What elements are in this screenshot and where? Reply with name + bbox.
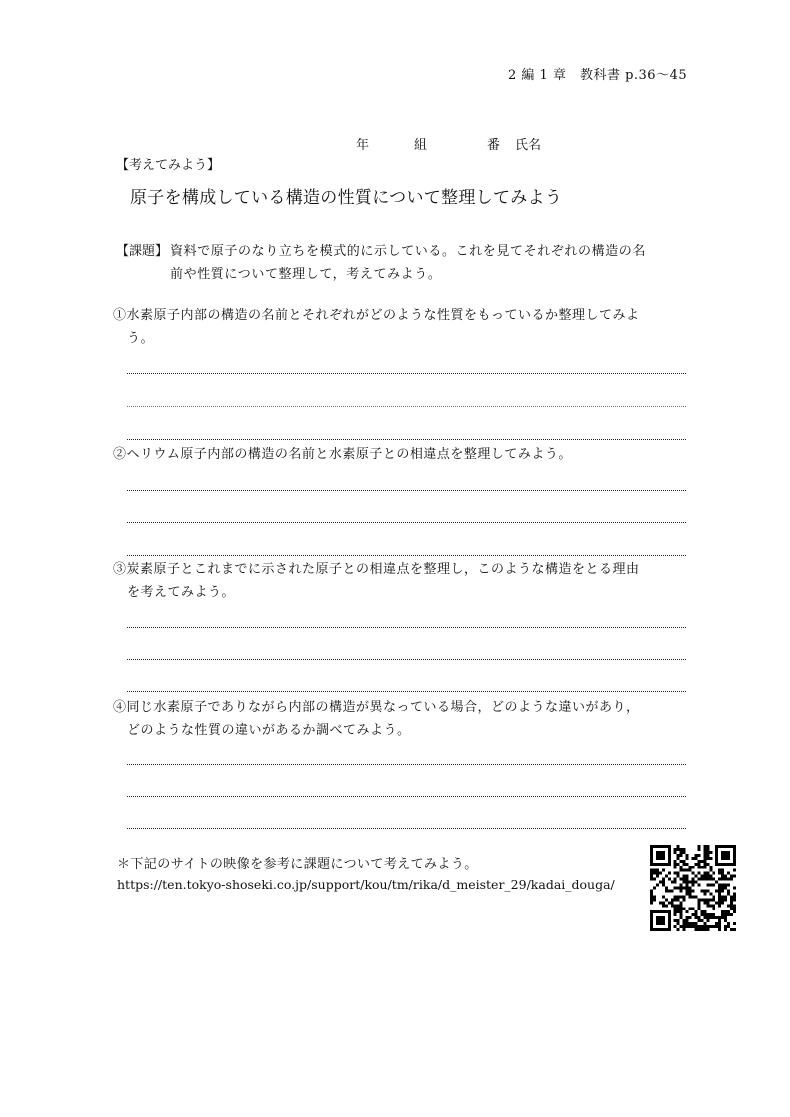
answer-line[interactable] — [127, 828, 686, 829]
section-label: 【考えてみよう】 — [116, 158, 221, 173]
answer-line[interactable] — [127, 490, 686, 491]
question-4-line2: どのような性質の違いがあるか調べてみよう。 — [127, 723, 411, 738]
video-url-link[interactable]: https://ten.tokyo-shoseki.co.jp/support/kou/tm/rika/d_meister_29/kadai_douga/ — [117, 877, 615, 892]
answer-line[interactable] — [127, 764, 686, 765]
class-label: 組 — [414, 138, 428, 153]
answer-line[interactable] — [127, 627, 686, 628]
answer-line[interactable] — [127, 406, 686, 407]
answer-line[interactable] — [127, 691, 686, 692]
answer-line[interactable] — [127, 373, 686, 374]
year-label: 年 — [356, 138, 370, 153]
page-title: 原子を構成している構造の性質について整理してみよう — [130, 188, 563, 208]
footer-note: ＊下記のサイトの映像を参考に課題について考えてみよう。 — [117, 857, 478, 872]
question-4-line1: ④同じ水素原子でありながら内部の構造が異なっている場合，どのような違いがあり， — [113, 700, 640, 715]
answer-line[interactable] — [127, 659, 686, 660]
question-3-line2: を考えてみよう。 — [127, 585, 236, 600]
qr-code-icon[interactable] — [650, 845, 736, 931]
question-3-line1: ③炭素原子とこれまでに示された原子との相違点を整理し，このような構造をとる理由 — [113, 562, 640, 577]
answer-line[interactable] — [127, 555, 686, 556]
answer-line[interactable] — [127, 796, 686, 797]
question-1-line2: う。 — [127, 331, 155, 346]
kadai-text-line1: 資料で原子のなり立ちを模式的に示している。これを見てそれぞれの構造の名 — [170, 244, 647, 259]
question-1-line1: ①水素原子内部の構造の名前とそれぞれがどのような性質をもっているか整理してみよ — [113, 308, 640, 323]
name-label: 氏名 — [515, 138, 542, 153]
textbook-reference: 2 編 1 章 教科書 p.36～45 — [508, 68, 688, 83]
number-label: 番 — [487, 138, 501, 153]
kadai-label: 【課題】 — [116, 244, 169, 259]
answer-line[interactable] — [127, 439, 686, 440]
kadai-text-line2: 前や性質について整理して，考えてみよう。 — [170, 267, 442, 282]
question-2-line1: ②ヘリウム原子内部の構造の名前と水素原子との相違点を整理してみよう。 — [113, 447, 572, 462]
answer-line[interactable] — [127, 522, 686, 523]
